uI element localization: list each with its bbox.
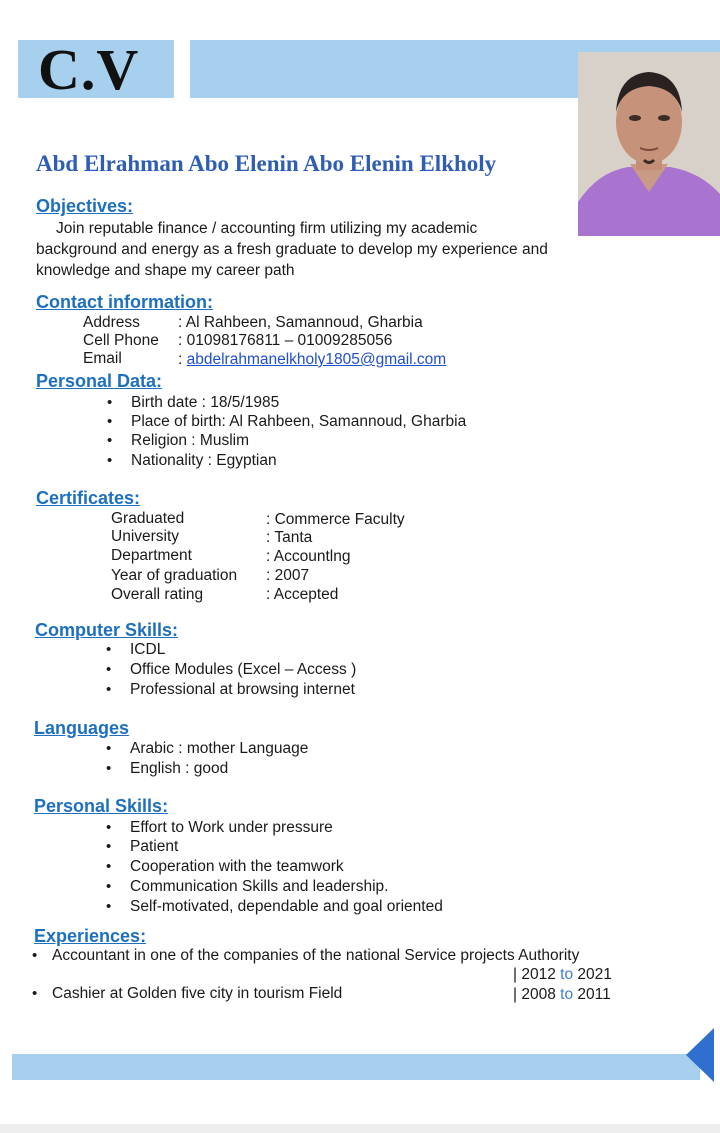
personal-data-item: Nationality : Egyptian bbox=[131, 452, 277, 469]
cert-label: Graduated bbox=[111, 510, 185, 527]
personal-skill-item: Self-motivated, dependable and goal oriented bbox=[130, 898, 443, 915]
bullet-icon: • bbox=[106, 740, 112, 757]
list-item bbox=[106, 819, 333, 837]
experience-item bbox=[32, 947, 580, 965]
bullet-icon: • bbox=[106, 819, 112, 836]
objectives-line-1: Join reputable finance / accounting firm utilizing my academic bbox=[56, 220, 478, 237]
experience-text: Cashier at Golden five city in tourism Field bbox=[52, 985, 343, 1002]
address-value: : Al Rahbeen, Samannoud, Gharbia bbox=[178, 314, 423, 331]
personal-skill-item: Cooperation with the teamwork bbox=[130, 858, 344, 875]
arrow-left-icon bbox=[686, 1028, 714, 1082]
bullet-icon: • bbox=[106, 858, 112, 875]
computer-skill-item: ICDL bbox=[130, 641, 166, 658]
page-bottom-strip bbox=[0, 1124, 720, 1133]
profile-photo bbox=[578, 52, 720, 236]
email-field bbox=[178, 351, 446, 369]
cert-value: : Accountlng bbox=[266, 548, 351, 565]
list-item bbox=[106, 760, 229, 778]
cert-value: : 2007 bbox=[266, 567, 310, 584]
bullet-icon: • bbox=[107, 394, 113, 411]
period-to: 2021 bbox=[577, 966, 612, 983]
personal-skill-item: Patient bbox=[130, 838, 179, 855]
phone-value: : 01098176811 – 01009285056 bbox=[178, 332, 393, 349]
list-item bbox=[106, 878, 389, 896]
list-item bbox=[106, 858, 344, 876]
bullet-icon: • bbox=[107, 452, 113, 469]
footer-band bbox=[12, 1054, 700, 1080]
cert-label: University bbox=[111, 528, 180, 545]
experience-item bbox=[32, 985, 343, 1003]
cv-title: C.V bbox=[38, 37, 140, 102]
personal-data-item: Birth date : 18/5/1985 bbox=[131, 394, 280, 411]
list-item bbox=[107, 432, 250, 450]
list-item bbox=[106, 641, 166, 659]
language-item: English : good bbox=[130, 760, 229, 777]
phone-label: Cell Phone bbox=[83, 332, 159, 349]
personal-skills-title: Personal Skills: bbox=[34, 796, 169, 816]
period-to-word: to bbox=[560, 986, 574, 1003]
computer-skills-title: Computer Skills: bbox=[35, 620, 179, 640]
period-from: | 2012 bbox=[513, 966, 556, 983]
personal-data-title: Personal Data: bbox=[36, 371, 163, 391]
candidate-name: Abd Elrahman Abo Elenin Abo Elenin Elkholy bbox=[36, 151, 497, 176]
list-item bbox=[107, 394, 280, 412]
personal-skill-item: Communication Skills and leadership. bbox=[130, 878, 389, 895]
cert-label: Year of graduation bbox=[111, 567, 238, 584]
computer-skill-item: Office Modules (Excel – Access ) bbox=[130, 661, 357, 678]
experience-period bbox=[513, 984, 611, 1005]
cert-value: : Accepted bbox=[266, 586, 339, 603]
bullet-icon: • bbox=[107, 432, 113, 449]
bullet-icon: • bbox=[106, 878, 112, 895]
computer-skill-item: Professional at browsing internet bbox=[130, 681, 355, 698]
bullet-icon: • bbox=[32, 947, 38, 964]
list-item bbox=[106, 681, 355, 699]
language-item: Arabic : mother Language bbox=[130, 740, 309, 757]
certificates-title: Certificates: bbox=[36, 488, 141, 508]
period-to-word: to bbox=[560, 966, 574, 983]
experiences-title: Experiences: bbox=[34, 926, 147, 946]
cert-label: Department bbox=[111, 547, 192, 564]
personal-skill-item: Effort to Work under pressure bbox=[130, 819, 333, 836]
objectives-title: Objectives: bbox=[36, 196, 134, 216]
personal-data-item: Place of birth: Al Rahbeen, Samannoud, Gharbia bbox=[131, 413, 467, 430]
bullet-icon: • bbox=[106, 661, 112, 678]
email-link[interactable]: abdelrahmanelkholy1805@gmail.com bbox=[186, 351, 447, 368]
period-from: | 2008 bbox=[513, 986, 556, 1003]
cv-title-box bbox=[18, 37, 174, 102]
bullet-icon: • bbox=[106, 641, 112, 658]
address-label: Address bbox=[83, 314, 140, 331]
objectives-line-2: background and energy as a fresh graduate to develop my experience and bbox=[36, 241, 548, 258]
personal-data-item: Religion : Muslim bbox=[131, 432, 250, 449]
contact-title: Contact information: bbox=[36, 292, 213, 312]
experience-text: Accountant in one of the companies of the national Service projects Authority bbox=[52, 947, 580, 964]
list-item bbox=[106, 661, 357, 679]
email-prefix: : bbox=[178, 351, 187, 368]
bullet-icon: • bbox=[106, 898, 112, 915]
bullet-icon: • bbox=[107, 413, 113, 430]
email-label: Email bbox=[83, 350, 122, 367]
list-item bbox=[106, 740, 309, 758]
bullet-icon: • bbox=[32, 985, 38, 1002]
cert-label: Overall rating bbox=[111, 586, 204, 603]
cert-value: : Commerce Faculty bbox=[266, 511, 405, 528]
portrait-image bbox=[578, 52, 720, 236]
period-to: 2011 bbox=[577, 986, 611, 1003]
bullet-icon: • bbox=[106, 838, 112, 855]
objectives-line-3: knowledge and shape my career path bbox=[36, 262, 295, 279]
bullet-icon: • bbox=[106, 760, 112, 777]
list-item bbox=[107, 413, 467, 431]
cert-value: : Tanta bbox=[266, 529, 313, 546]
list-item bbox=[106, 898, 443, 916]
list-item bbox=[107, 452, 277, 470]
bullet-icon: • bbox=[106, 681, 112, 698]
experience-period bbox=[513, 964, 612, 985]
list-item bbox=[106, 838, 179, 856]
languages-title: Languages bbox=[34, 718, 130, 738]
